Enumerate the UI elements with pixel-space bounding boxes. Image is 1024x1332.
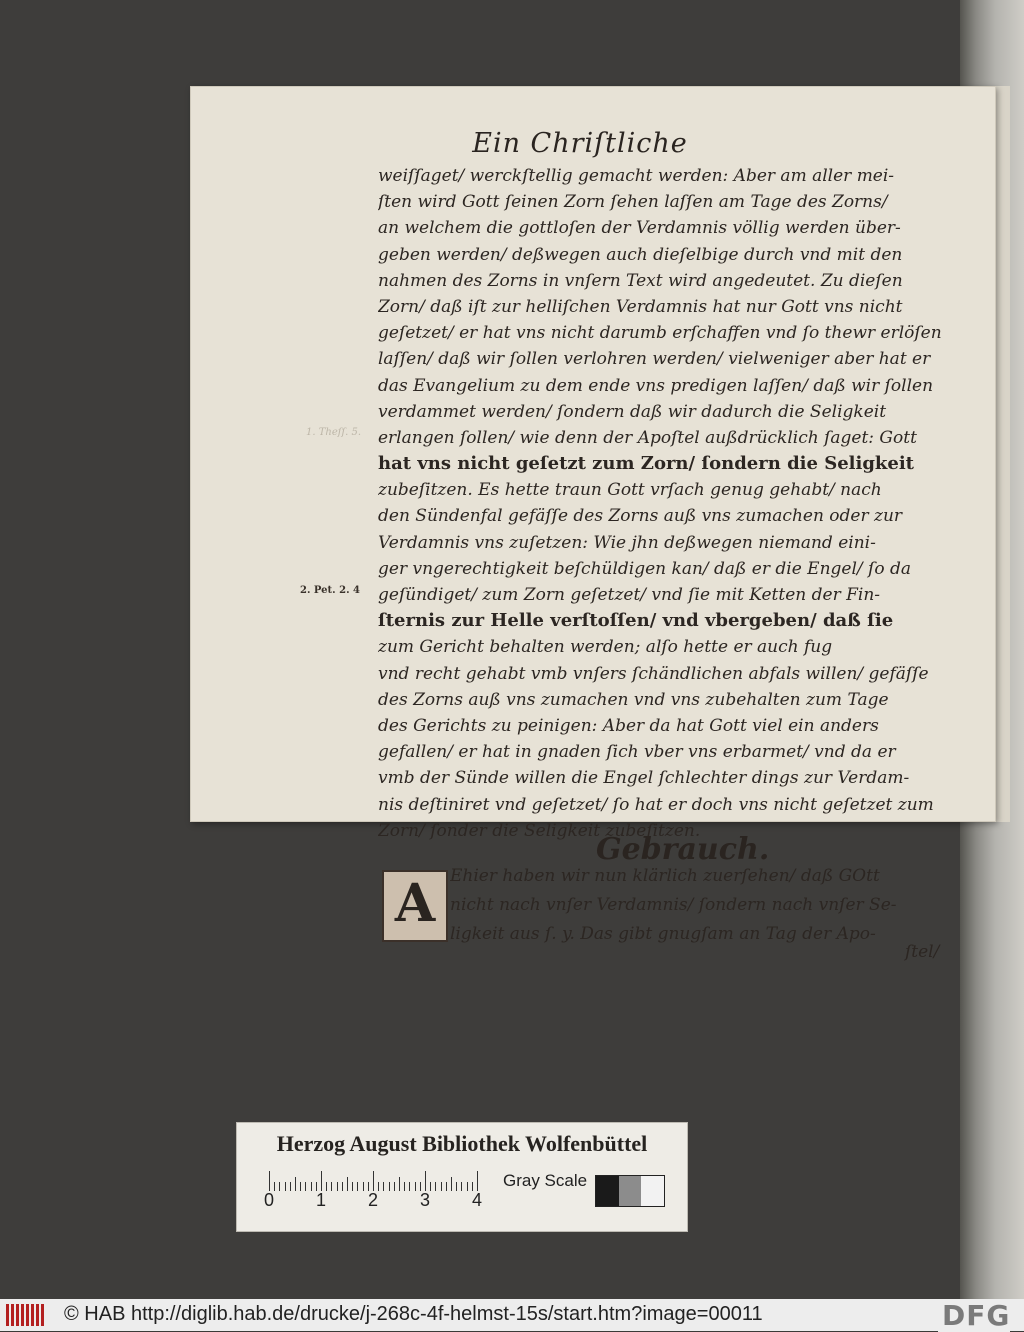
section-heading: Gebrauch. (596, 832, 770, 867)
ruler-tick (285, 1182, 286, 1191)
ruler-tick (373, 1171, 374, 1191)
ruler-tick (446, 1182, 447, 1191)
text-line: Zorn/ ſonder die Seligkeit zubeſitzen. (378, 820, 701, 841)
text-line: hat vns nicht geſetzt zum Zorn/ ſondern die Seligkeit (378, 453, 915, 475)
text-line: nahmen des Zorns in vnſern Text wird angedeutet. Zu dieſen (378, 270, 903, 291)
ruler-tick (269, 1171, 270, 1191)
text-line: des Gerichts zu peinigen: Aber da hat Gott viel ein anders (378, 715, 879, 736)
ruler-tick (357, 1182, 358, 1191)
running-head: Ein Chriſtliche (472, 128, 688, 159)
text-line: erlangen ſollen/ wie denn der Apoſtel außdrücklich ſaget: Gott (378, 427, 917, 448)
ruler-tick (389, 1182, 390, 1191)
ruler-tick (311, 1182, 312, 1191)
ruler-tick (295, 1177, 296, 1191)
grayscale-swatches (595, 1175, 665, 1207)
grayscale-label: Gray Scale (503, 1171, 588, 1190)
ruler-tick (326, 1182, 327, 1191)
text-line: ſten wird Gott ſeinen Zorn ſehen laſſen am Tage des Zorns/ (378, 192, 888, 213)
ruler-number: 3 (420, 1190, 431, 1210)
text-line: Verdamnis vns zuſetzen: Wie jhn deßwegen niemand eini- (378, 532, 876, 553)
section-text-line: Ehier haben wir nun klärlich zuerſehen/ daß GOtt (450, 866, 880, 886)
text-line: den Sündenfal gefäſſe des Zorns auß vns zumachen oder zur (378, 506, 903, 527)
decorated-initial: A (382, 870, 448, 942)
ruler-tick (415, 1182, 416, 1191)
text-line: vmb der Sünde willen die Engel ſchlechter dings zur Verdam- (378, 768, 910, 789)
text-line: verdammet werden/ ſondern daß wir dadurch die Seligkeit (378, 401, 887, 422)
ruler-tick (274, 1182, 275, 1191)
ruler-tick (399, 1177, 400, 1191)
ruler-tick (451, 1177, 452, 1191)
text-line: vnd recht gehabt vmb vnſers ſchändlichen abfals willen/ gefäſſe (378, 663, 929, 684)
ruler-number: 1 (316, 1190, 327, 1210)
barcode-icon (6, 1304, 48, 1326)
ruler-tick (363, 1182, 364, 1191)
text-line: geſündiget/ zum Zorn geſetzet/ vnd ſie mit Ketten der Fin- (378, 585, 881, 605)
ruler-tick (290, 1182, 291, 1191)
text-line: zubeſitzen. Es hette traun Gott vrſach genug gehabt/ nach (378, 480, 882, 501)
ruler-tick (352, 1182, 353, 1191)
ruler-tick (461, 1182, 462, 1191)
section-text (450, 862, 944, 949)
text-line: das Evangelium zu dem ende vns predigen laſſen/ daß wir ſollen (378, 375, 934, 396)
ruler-tick (279, 1182, 280, 1191)
text-line: laſſen/ daß wir ſollen verlohren werden/ vielweniger aber hat er (378, 349, 931, 370)
text-line: Zorn/ daß iſt zur helliſchen Verdamnis hat nur Gott vns nicht (378, 296, 903, 317)
grayscale-swatch (596, 1176, 619, 1206)
ruler-tick (425, 1171, 426, 1191)
ruler-tick (394, 1182, 395, 1191)
section-text-line: ligkeit aus ſ. y. Das gibt gnugſam an Tag der Apo- (450, 924, 876, 944)
margin-note: 1. Theſſ. 5. (306, 427, 362, 438)
ruler-tick (441, 1182, 442, 1191)
ruler-tick (342, 1182, 343, 1191)
copyright-url[interactable]: © HAB http://diglib.hab.de/drucke/j-268c-4f-helmst-15s/start.htm?image=00011 (64, 1303, 763, 1325)
body-text (378, 163, 944, 844)
ruler-tick (331, 1182, 332, 1191)
ruler-tick (430, 1182, 431, 1191)
scale-ruler (264, 1171, 509, 1210)
ruler-tick (378, 1182, 379, 1191)
ruler-tick (300, 1182, 301, 1191)
ruler-tick (383, 1182, 384, 1191)
ruler-tick (347, 1177, 348, 1191)
dfg-logo: DFG (938, 1299, 1010, 1332)
text-line: ger vngerechtigkeit beſchüldigen kan/ daß er die Engel/ ſo da (378, 558, 912, 579)
ruler-number: 0 (264, 1190, 275, 1210)
ruler-tick (337, 1182, 338, 1191)
ruler-tick (321, 1171, 322, 1191)
ruler-number: 2 (368, 1190, 379, 1210)
ruler-tick (477, 1171, 478, 1191)
text-line: ſternis zur Helle verſtoſſen/ vnd vbergeben/ daß ſie (378, 610, 894, 632)
grayscale-swatch (619, 1176, 642, 1206)
ruler-number: 4 (472, 1190, 483, 1210)
ruler-tick (467, 1182, 468, 1191)
color-calibration-chart (236, 1122, 688, 1232)
text-line: geſetzet/ er hat vns nicht darumb erſchaffen vnd ſo thewr erlöſen (378, 323, 942, 344)
catch-word: ſtel/ (905, 942, 940, 962)
ruler-tick (435, 1182, 436, 1191)
text-line: nis deſtiniret vnd geſetzet/ ſo hat er doch vns nicht geſetzet zum (378, 794, 934, 815)
section-text-line: nicht nach vnſer Verdamnis/ ſondern nach vnſer Se- (450, 895, 897, 915)
text-line: weiſſaget/ werckſtellig gemacht werden: Aber am aller mei- (378, 166, 895, 186)
ruler-tick (305, 1182, 306, 1191)
text-line: geben werden/ deßwegen auch dieſelbige durch vnd mit den (378, 244, 903, 265)
chart-title: Herzog August Bibliothek Wolfenbüttel (276, 1131, 648, 1156)
ruler-tick (404, 1182, 405, 1191)
footer-bar (0, 1299, 1024, 1331)
text-line: zum Gericht behalten werden; alſo hette er auch fug (378, 637, 833, 658)
text-line: an welchem die gottloſen der Verdamnis völlig werden über- (378, 218, 901, 239)
text-line: des Zorns auß vns zumachen vnd vns zubehalten zum Tage (378, 689, 889, 710)
ruler-tick (456, 1182, 457, 1191)
text-line: gefallen/ er hat in gnaden ſich vber vns erbarmet/ vnd da er (378, 742, 896, 763)
ruler-tick (409, 1182, 410, 1191)
margin-note: 2. Pet. 2. 4 (300, 585, 360, 596)
grayscale-swatch (641, 1176, 664, 1206)
